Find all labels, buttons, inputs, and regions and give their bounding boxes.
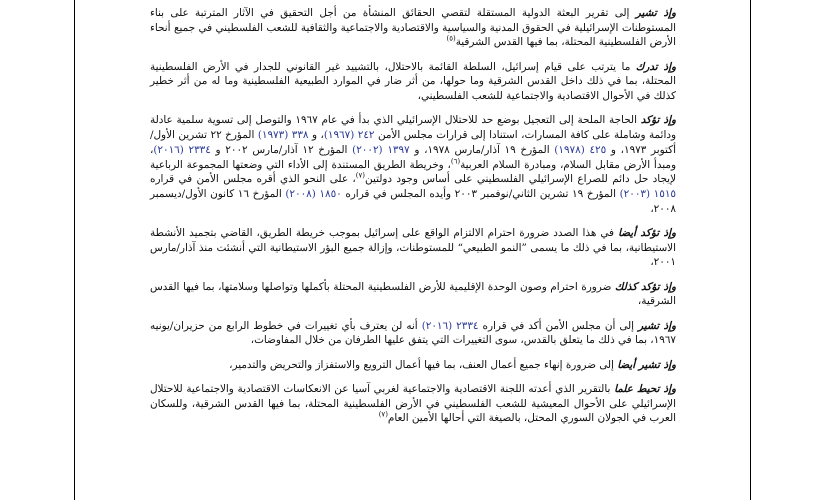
paragraph-text: ضرورة احترام وصون الوحدة الإقليمية للأرض الفلسطينية المحتلة بأكملها وتواصلها وسلامتها، بما فيها القدس الشرقية، <box>150 280 676 308</box>
resolution-link[interactable]: ٣٣٨ (١٩٧٣) <box>257 129 309 142</box>
right-margin-rule <box>750 0 751 500</box>
resolution-link[interactable]: ١٣٩٧ (٢٠٠٢) <box>352 143 410 156</box>
resolution-link[interactable]: ٢٣٣٤ (٢٠١٦) <box>153 143 211 156</box>
paragraph-lead: وإذ تدرك <box>635 60 676 73</box>
text-segment: المؤرخ ٢٢ تشرين الأول/أكتوبر ١٩٧٣، و <box>150 129 676 156</box>
paragraph-end-violence <box>150 358 676 373</box>
paragraph-lead: وإذ تؤكد كذلك <box>614 280 676 293</box>
footnote-marker: (٦) <box>450 157 461 166</box>
paragraph-escwa-report <box>150 382 676 426</box>
paragraph-1967-lines <box>150 319 676 348</box>
paragraph-lead: وإذ تؤكد <box>640 114 676 127</box>
paragraph-text: في هذا الصدد ضرورة احترام الالتزام الواقع على إسرائيل بموجب خريطة الطريق، القاضي بتجميد الأنشطة الاستيطانية، بما في ذلك ما يسمى ”النمو الطبيعي“ للمستوطنات، وإزالة جميع البؤر الاستيطانية التي أنشئت منذ آذار/مارس ٢٠٠١، <box>150 226 676 269</box>
paragraph-text: إلى ضرورة إنهاء جميع أعمال العنف، بما فيها أعمال الترويع والاستفزاز والتحريض والتدمير، <box>229 358 618 371</box>
resolution-link[interactable]: ٢٣٣٤ (٢٠١٦) <box>421 319 479 332</box>
paragraph-aware-wall <box>150 60 676 104</box>
text-segment: المؤرخ ١٩ تشرين الثاني/نوفمبر ٢٠٠٣ وأيده المجلس في قراره <box>341 187 620 200</box>
text-segment: أنه لن يعترف بأي تغييرات في خطوط الرابع من حزيران/يونيه ١٩٦٧، بما في ذلك ما يتعلق بالقدس، سوى التغييرات التي يتفق عليها الطرفان من خلال المفاوضات، <box>150 319 676 347</box>
text-segment: المؤرخ ١٦ كانون الأول/ديسمبر ٢٠٠٨، <box>150 187 676 215</box>
resolution-link[interactable]: ٢٤٢ (١٩٦٧) <box>323 129 375 142</box>
text-segment: الحاجة الملحة إلى التعجيل بوضع حد للاحتلال الإسرائيلي الذي بدأ في عام ١٩٦٧ والتوصل إلى تسوية سلمية عادلة ودائمة وشاملة على كافة المسارات، استنادا إلى قرارات مجلس الأمن <box>150 114 676 142</box>
resolution-link[interactable]: ١٨٥٠ (٢٠٠٨) <box>285 187 342 200</box>
resolution-link[interactable]: ١٥١٥ (٢٠٠٣) <box>619 187 676 200</box>
paragraph-text: بالتقرير الذي أعدته اللجنة الاقتصادية والاجتماعية لغربي آسيا عن الانعكاسات الاقتصادية والاجتماعية للاحتلال الإسرائيلي على الأحوال المعيشية للشعب الفلسطيني في الأرض الفلسطينية المحتلة، بما فيها القدس الشرقية، وللسكان العرب في الجولان السوري المحتل، بالصيغة التي أحالها الأمين العام <box>150 382 676 425</box>
paragraph-text: إلى تقرير البعثة الدولية المستقلة لتقصي الحقائق المنشأة من أجل التحقيق في الآثار المترتبة على بناء المستوطنات الإسرائيلية في الحقوق المدنية والسياسية والاقتصادية والاجتماعية والثقافية للشعب الفلسطيني في جميع أنحاء الأرض الفلسطينية المحتلة، بما فيها القدس الشرقية <box>150 7 676 49</box>
text-segment: ، و <box>308 129 324 142</box>
paragraph-lead: وإذ تشير أيضا <box>617 358 676 371</box>
footnote-marker: (٥) <box>446 34 456 43</box>
left-margin-rule <box>74 0 75 500</box>
paragraph-lead: وإذ تشير <box>638 319 676 332</box>
text-segment: ، وخريطة الطريق المستندة إلى الأداء التي وضعتها المجموعة الرباعية لإيجاد حل دائم للصراع الإسرائيلي الفلسطيني على أساس وجود دولتين <box>150 158 676 186</box>
document-body <box>150 6 676 436</box>
text-segment: إلى أن مجلس الأمن أكد في قراره <box>478 319 639 332</box>
footnote-marker: (٧) <box>378 410 388 419</box>
paragraph-lead: وإذ تشير <box>635 7 676 19</box>
resolution-link[interactable]: ٤٢٥ (١٩٧٨) <box>554 143 607 156</box>
text-segment: المؤرخ ١٩ آذار/مارس ١٩٧٨، و <box>409 143 555 156</box>
paragraph-recalling-fact-finding <box>150 6 676 50</box>
paragraph-stressing-urgency <box>150 113 676 216</box>
paragraph-lead: وإذ تؤكد أيضا <box>618 226 676 239</box>
paragraph-lead: وإذ تحيط علما <box>614 382 676 395</box>
text-segment: ، ومبدأ الأرض مقابل السلام، ومبادرة السلام العربية <box>150 143 676 171</box>
text-segment: المؤرخ ١٢ آذار/مارس ٢٠٠٢ و <box>210 143 353 156</box>
text-segment: ، على النحو الذي أقره مجلس الأمن في قراره <box>150 173 356 186</box>
paragraph-stressing-roadmap <box>150 226 676 270</box>
paragraph-text: ما يترتب على قيام إسرائيل، السلطة القائمة بالاحتلال، بالتشييد غير القانوني للجدار في الأرض الفلسطينية المحتلة، بما في ذلك داخل القدس الشرقية وما حولها، من أثر ضار في الموارد الطبيعية الفلسطينية وما له من أثر خطير كذلك في الأحوال الاقتصادية والاجتماعية للشعب الفلسطيني، <box>150 60 676 103</box>
paragraph-territorial-unity <box>150 280 676 309</box>
footnote-marker: (٧) <box>355 171 366 180</box>
